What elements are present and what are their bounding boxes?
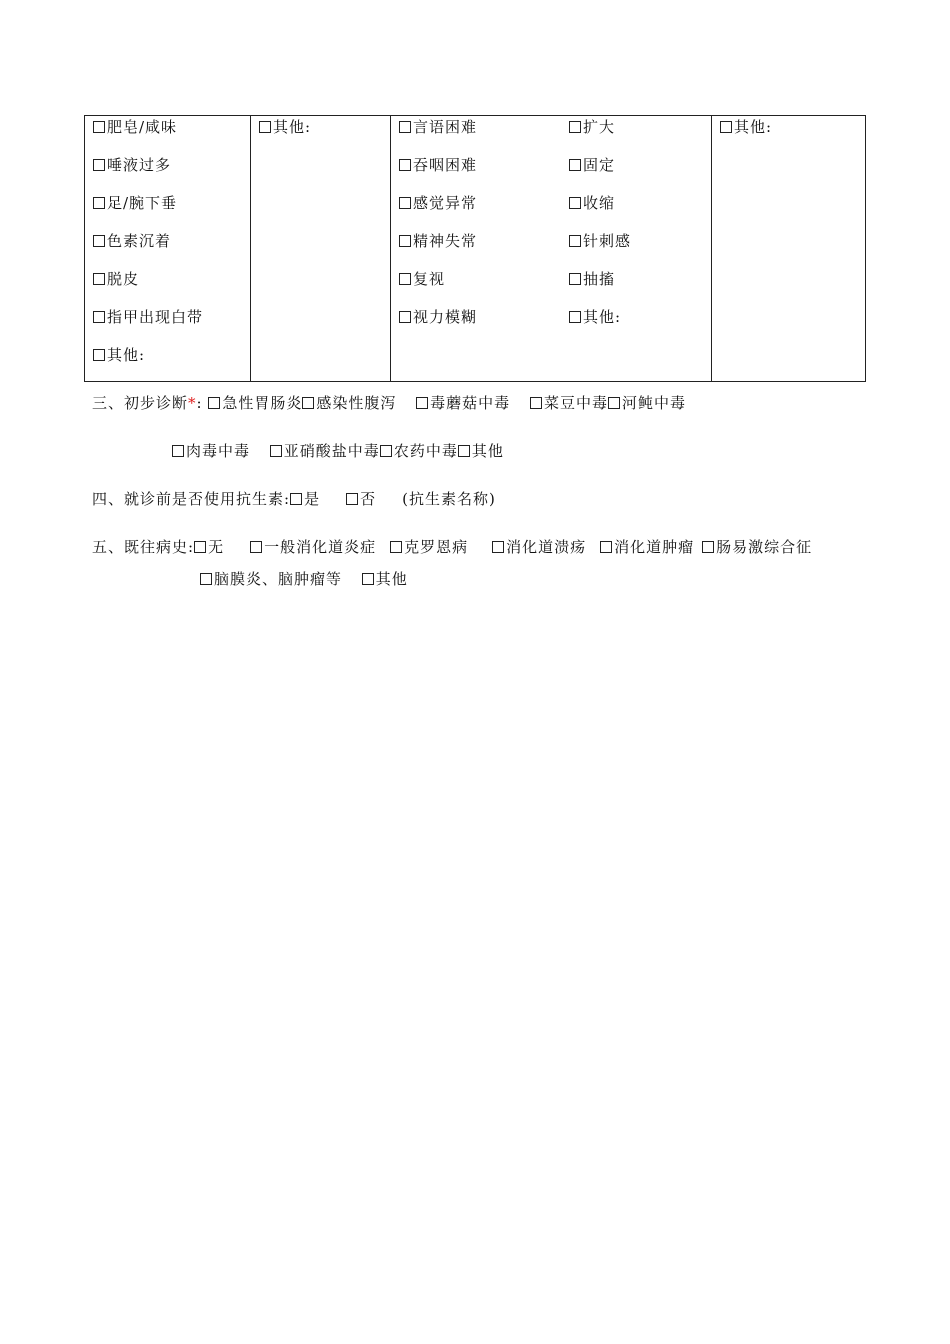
checkbox[interactable] — [399, 311, 411, 323]
option-label: 复视 — [413, 270, 446, 288]
checkbox[interactable] — [200, 573, 212, 585]
history-option[interactable] — [492, 538, 586, 556]
table-column-2 — [251, 116, 391, 381]
checkbox[interactable] — [93, 273, 105, 285]
option-label: 唾液过多 — [107, 156, 172, 174]
option-label: 消化道溃疡 — [506, 538, 587, 556]
list-item[interactable] — [569, 192, 631, 230]
diagnosis-option[interactable] — [416, 394, 510, 412]
list-item[interactable] — [399, 268, 477, 306]
diagnosis-option[interactable] — [172, 442, 250, 460]
checkbox[interactable] — [399, 121, 411, 133]
diagnosis-option[interactable] — [608, 394, 686, 412]
option-label: 足/腕下垂 — [107, 194, 178, 212]
option-label: 精神失常 — [413, 232, 478, 250]
history-option[interactable] — [194, 538, 224, 556]
checkbox[interactable] — [569, 159, 581, 171]
option-label: 毒蘑菇中毒 — [430, 394, 511, 412]
option-label: 一般消化道炎症 — [264, 538, 377, 556]
list-item[interactable] — [93, 268, 203, 306]
option-label: 其他: — [583, 308, 622, 326]
option-label: 急性胃肠炎 — [222, 394, 303, 412]
option-label: 针刺感 — [583, 232, 632, 250]
checkbox[interactable] — [93, 235, 105, 247]
section-3-colon: : — [196, 394, 203, 412]
checkbox[interactable] — [569, 121, 581, 133]
list-item[interactable] — [93, 192, 203, 230]
option-label: 抽搐 — [583, 270, 616, 288]
symptom-table — [84, 115, 866, 382]
checkbox[interactable] — [93, 159, 105, 171]
history-option[interactable] — [600, 538, 694, 556]
list-item[interactable] — [93, 230, 203, 268]
checkbox[interactable] — [270, 445, 282, 457]
checkbox[interactable] — [194, 541, 206, 553]
checkbox[interactable] — [399, 197, 411, 209]
option-label: 肥皂/咸味 — [107, 118, 178, 136]
checkbox[interactable] — [380, 445, 392, 457]
list-item[interactable] — [569, 230, 631, 268]
checkbox[interactable] — [702, 541, 714, 553]
checkbox[interactable] — [458, 445, 470, 457]
list-item[interactable] — [399, 116, 477, 154]
checkbox[interactable] — [530, 397, 542, 409]
checkbox[interactable] — [569, 197, 581, 209]
option-label: 脱皮 — [107, 270, 140, 288]
antibiotic-name-note: (抗生素名称) — [402, 490, 496, 508]
list-item[interactable] — [720, 116, 772, 154]
checkbox[interactable] — [93, 311, 105, 323]
option-label: 其他 — [375, 570, 408, 588]
history-option[interactable] — [390, 538, 468, 556]
list-item[interactable] — [569, 306, 631, 344]
checkbox[interactable] — [569, 273, 581, 285]
option-label: 农药中毒 — [393, 442, 458, 460]
section-3-label: 三、初步诊断 — [92, 394, 189, 412]
list-item[interactable] — [569, 116, 631, 154]
option-label: 否 — [360, 490, 377, 508]
column-3-right-list — [569, 116, 631, 344]
diagnosis-option[interactable] — [302, 394, 396, 412]
diagnosis-row-1 — [92, 392, 700, 413]
list-item[interactable] — [93, 154, 203, 192]
table-column-1 — [85, 116, 251, 381]
option-label: 肠易激综合征 — [716, 538, 813, 556]
history-option[interactable] — [702, 538, 812, 556]
checkbox[interactable] — [720, 121, 732, 133]
option-label: 固定 — [583, 156, 616, 174]
option-label: 感染性腹泻 — [316, 394, 397, 412]
option-label: 克罗恩病 — [404, 538, 469, 556]
list-item[interactable] — [93, 306, 203, 344]
checkbox[interactable] — [608, 397, 620, 409]
diagnosis-option[interactable] — [380, 442, 458, 460]
list-item[interactable] — [399, 230, 477, 268]
table-column-3 — [391, 116, 712, 381]
required-mark: * — [188, 394, 197, 412]
table-column-4 — [712, 116, 865, 381]
diagnosis-option[interactable] — [530, 394, 608, 412]
checkbox[interactable] — [399, 273, 411, 285]
option-label: 肉毒中毒 — [186, 442, 251, 460]
option-label: 菜豆中毒 — [543, 394, 608, 412]
option-label: 其他: — [273, 118, 312, 136]
antibiotics-no-option[interactable] — [346, 490, 376, 508]
checkbox[interactable] — [93, 197, 105, 209]
list-item[interactable] — [399, 154, 477, 192]
option-label: 扩大 — [583, 118, 616, 136]
checkbox[interactable] — [172, 445, 184, 457]
option-label: 色素沉着 — [107, 232, 172, 250]
list-item[interactable] — [93, 116, 203, 154]
checkbox[interactable] — [390, 541, 402, 553]
column-4-list — [720, 116, 772, 154]
diagnosis-option[interactable] — [458, 442, 504, 460]
checkbox[interactable] — [569, 235, 581, 247]
history-row-1 — [92, 536, 812, 557]
checkbox[interactable] — [362, 573, 374, 585]
checkbox[interactable] — [259, 121, 271, 133]
option-label: 消化道肿瘤 — [614, 538, 695, 556]
checkbox[interactable] — [399, 159, 411, 171]
option-label: 指甲出现白带 — [107, 308, 204, 326]
section-4-label: 四、就诊前是否使用抗生素: — [92, 490, 291, 508]
antibiotics-yes-option[interactable] — [290, 490, 320, 508]
option-label: 其他 — [471, 442, 504, 460]
list-item[interactable] — [259, 116, 311, 154]
list-item[interactable] — [569, 268, 631, 306]
column-1-list — [93, 116, 203, 382]
option-label: 感觉异常 — [413, 194, 478, 212]
option-label: 是 — [304, 490, 321, 508]
list-item[interactable] — [399, 192, 477, 230]
history-option[interactable] — [362, 570, 408, 588]
option-label: 其他: — [734, 118, 773, 136]
checkbox[interactable] — [399, 235, 411, 247]
column-3-left-list — [399, 116, 477, 344]
checkbox[interactable] — [302, 397, 314, 409]
option-label: 河鲀中毒 — [621, 394, 686, 412]
list-item[interactable] — [93, 344, 203, 382]
option-label: 亚硝酸盐中毒 — [283, 442, 380, 460]
checkbox[interactable] — [208, 397, 220, 409]
checkbox[interactable] — [346, 493, 358, 505]
checkbox[interactable] — [569, 311, 581, 323]
checkbox[interactable] — [600, 541, 612, 553]
history-option[interactable] — [200, 570, 342, 588]
checkbox[interactable] — [93, 121, 105, 133]
checkbox[interactable] — [290, 493, 302, 505]
option-label: 脑膜炎、脑肿瘤等 — [214, 570, 343, 588]
checkbox[interactable] — [492, 541, 504, 553]
checkbox[interactable] — [93, 349, 105, 361]
history-option[interactable] — [250, 538, 376, 556]
checkbox[interactable] — [416, 397, 428, 409]
option-label: 吞咽困难 — [413, 156, 478, 174]
option-label: 收缩 — [583, 194, 616, 212]
option-label: 言语困难 — [413, 118, 478, 136]
list-item[interactable] — [569, 154, 631, 192]
list-item[interactable] — [399, 306, 477, 344]
diagnosis-row-2 — [172, 440, 518, 461]
diagnosis-option[interactable] — [208, 394, 302, 412]
section-5-label: 五、既往病史: — [92, 538, 195, 556]
column-2-list — [259, 116, 311, 154]
option-label: 视力模糊 — [413, 308, 478, 326]
option-label: 无 — [208, 538, 225, 556]
option-label: 其他: — [107, 346, 146, 364]
diagnosis-option[interactable] — [270, 442, 380, 460]
checkbox[interactable] — [250, 541, 262, 553]
history-row-2 — [200, 568, 422, 589]
antibiotics-row — [92, 488, 496, 509]
